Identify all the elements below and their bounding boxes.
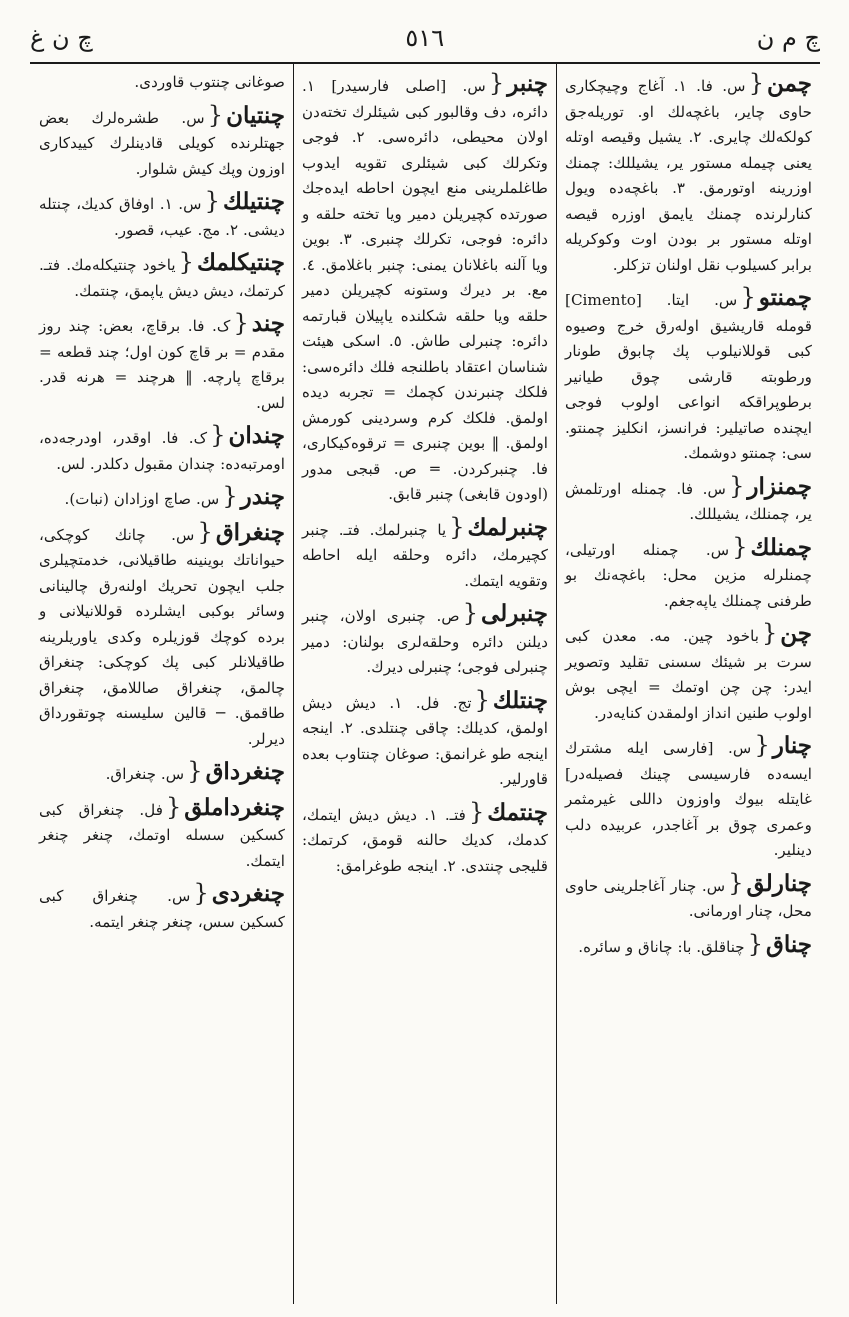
- brace-mark: {: [754, 731, 770, 759]
- entry-headword: چنغراق: [215, 518, 285, 546]
- column-left: [31, 64, 294, 1304]
- dictionary-entry: [302, 514, 548, 595]
- dictionary-entry: [565, 620, 812, 726]
- dictionary-entry: [565, 284, 812, 467]
- brace-mark: {: [761, 619, 778, 647]
- entry-definition: س. ایتا. [Cimento] قومله قاریشیق اوله‌رق خرج وصیوه کبی قوللانیلوب پك چابوق طونار ورطوبته قارشی چوق طیانیر برطوپراقکه انواعی اولوب فوجی ایچنده صاتیلیر: فرانسز، انکلیز چمنتو. سی: چمنتو دوشمك.: [565, 291, 812, 462]
- brace-mark: {: [474, 685, 490, 714]
- entry-headword: چنتیان: [226, 101, 285, 129]
- entry-headword: چنغرداملق: [184, 793, 285, 821]
- page-number: ٥١٦: [405, 24, 445, 52]
- brace-mark: {: [732, 532, 748, 561]
- entry-definition: چناقلق. با: چاناق و سائره.: [578, 937, 745, 956]
- brace-mark: {: [462, 599, 479, 627]
- dictionary-entry: [302, 687, 548, 793]
- brace-mark: {: [166, 792, 182, 821]
- entry-headword: چند: [251, 310, 285, 337]
- dictionary-entry: [565, 870, 812, 925]
- entry-headword: چنتیلك: [222, 188, 285, 215]
- dictionary-entry: [39, 249, 285, 304]
- entry-definition: یاخود چنتیکله‌مك. فتـ. کرتمك، دیش دیش یاپمق، چنتمك.: [39, 256, 285, 300]
- entry-definition: صوغانی چنتوب قاوردی.: [134, 73, 285, 91]
- entry-definition: س. چنغراق.: [105, 765, 185, 783]
- brace-mark: {: [233, 309, 249, 337]
- entry-headword: چندر: [240, 483, 285, 510]
- entry-definition: س. [اصلی فارسیدر] ۱. دائره، دف وقالبور کبی شیئلرك تخته‌دن اولان محیطی، دائره‌سی. ۲. فوجی وتکرلك کبی شیئلری تقویه ایدوب طاغلملرینی منع ایچون احاطه ایده‌جك صورتده کچیریلن دمیر ویا تخته حلقه و دائره: فوجی، تکرلك چنبری. ۳. بوین ویا آلنه باغلانان یمنی: چنبر باغلامق. ٤. مع. بر دیرك وستونه کچیریلن دمیر حلقه ویا حلقه شکلنده یاپیلان قبارتمه دائره: چنبرلی طاش. ٥. اسکی هیئت شناسان اعتقاد باطلنجه فلك دائره‌سی: فلکك چنبرندن کچمك = تجربه دیده اولمق. فلکك کرم وسردینی کورمش اولمق. ‖ بوین چنبری = ترقوه‌کیکاری، فا. چنبرکردن. ═ ص. قبجی مدور (اودون قابغی) چنبر قابق.: [302, 77, 548, 503]
- entry-headword: چنبرلمك: [467, 513, 548, 541]
- brace-mark: {: [210, 421, 226, 449]
- dictionary-entry: [39, 758, 285, 788]
- entry-headword: چمنتو: [758, 284, 812, 311]
- entry-definition: س. طشره‌لرك بعض جهتلرنده کویلی قادینلرك کییدکاری اوزون وپك کیش شلوار.: [39, 108, 285, 178]
- dictionary-entry: [565, 732, 812, 864]
- entry-headword: چنبرلی: [481, 600, 548, 627]
- entry-definition: س. ۱. اوفاق کدیك، چنتله دیشی. ۲. مج. عیب، قصور.: [39, 195, 285, 239]
- header-left-letters: چ ن غ: [30, 24, 93, 52]
- entry-definition: باخود چین. مه. معدن کبی سرت بر شیئك سسنی تقلید وتصویر ایدر: چن چن اوتمك = ایچی بوش اولوب طنین انداز اولمقدن کنایه‌در.: [565, 627, 812, 722]
- brace-mark: {: [729, 471, 745, 500]
- brace-mark: {: [222, 482, 238, 510]
- brace-mark: {: [178, 248, 194, 276]
- brace-mark: {: [740, 283, 756, 311]
- brace-mark: {: [488, 69, 505, 97]
- entry-headword: چمنزار: [747, 472, 812, 500]
- dictionary-entry: [302, 799, 548, 880]
- entry-headword: چنغرداق: [205, 758, 285, 785]
- entry-definition: ص. چنبری اولان، چنبر دیلنن دائره وحلقه‌لری بولنان: دمیر چنبرلی فوجی؛ چنبرلی دیرك.: [302, 607, 548, 676]
- entry-headword: چنغردی: [211, 880, 285, 907]
- dictionary-entry: [39, 102, 285, 183]
- entry-headword: چنبر: [507, 70, 548, 97]
- entry-headword: چندان: [228, 422, 285, 449]
- brace-mark: {: [747, 929, 763, 958]
- dictionary-entry: [39, 70, 285, 96]
- brace-mark: {: [468, 797, 485, 826]
- brace-mark: {: [728, 868, 744, 897]
- dictionary-entry: [565, 473, 812, 528]
- entry-definition: ک. فا. اوقدر، اودرجه‌ده، اومرتبه‌ده: چندان مقبول دکلدر. لس.: [39, 429, 285, 473]
- entry-definition: تج. فل. ۱. دیش دیش اولمق، کدیلك: چاقی چنتلدی. ۲. اینجه اینجه طو غرانمق: صوغان چنتاوب بعده قاورلیر.: [302, 693, 548, 788]
- page-header: [30, 18, 820, 58]
- dictionary-entry: [302, 70, 548, 508]
- entry-definition: ک. فا. برقاچ، بعض: چند روز مقدم = بر قاچ کون اول؛ چند قطعه = برقاچ پارچه. ‖ هرچند = هرنه قدر. لس.: [39, 317, 285, 412]
- dictionary-entry: [39, 794, 285, 875]
- entry-headword: چناق: [765, 930, 812, 958]
- column-middle: [294, 64, 557, 1304]
- brace-mark: {: [197, 517, 213, 546]
- dictionary-entry: [302, 600, 548, 681]
- brace-mark: {: [207, 100, 224, 129]
- dictionary-columns: [30, 64, 820, 1304]
- brace-mark: {: [449, 512, 465, 541]
- entry-definition: فل. چنغراق کبی کسکین سسله اوتمك، چنغر چنغر ایتمك.: [39, 800, 285, 870]
- entry-definition: س. چمنله اورتیلی، چمنلرله مزین محل: باغچه‌نك بو طرفنی چمنلك یاپه‌جغم.: [565, 540, 812, 610]
- entry-headword: چمن: [766, 70, 812, 97]
- entry-headword: چنتمك: [487, 798, 549, 826]
- brace-mark: {: [187, 757, 203, 785]
- brace-mark: {: [193, 879, 209, 907]
- dictionary-entry: [39, 519, 285, 753]
- dictionary-entry: [39, 483, 285, 513]
- brace-mark: {: [748, 69, 764, 97]
- entry-definition: س. [فارسی ایله مشترك ایسه‌ده فارسیسی چینك فصیله‌در] غایتله بیوك واوزون داللی غیرمثمر وعمری چوق بر آغاجدر، عربیده دلب دینلیر.: [565, 739, 812, 859]
- dictionary-entry: [565, 534, 812, 615]
- header-right-letters: چ م ن: [756, 24, 820, 52]
- brace-mark: {: [204, 187, 220, 215]
- entry-headword: چنار: [772, 732, 812, 759]
- entry-headword: چنتلك: [492, 686, 548, 714]
- column-right: [557, 64, 820, 1304]
- entry-headword: چن: [780, 620, 812, 647]
- dictionary-entry: [565, 70, 812, 278]
- dictionary-entry: [39, 880, 285, 935]
- dictionary-entry: [39, 422, 285, 477]
- entry-definition: س. فا. چمنله اورتلمش یر، چمنلك، یشیللك.: [565, 479, 812, 523]
- dictionary-entry: [39, 188, 285, 243]
- entry-definition: یا چنبرلمك. فتـ. چنبر کچیرمك، دائره وحلقه ایله احاطه وتقویه ایتمك.: [302, 520, 548, 590]
- entry-headword: چنارلق: [746, 869, 812, 897]
- entry-definition: س. چانك کوچکی، حیواناتك بوینینه طاقیلانی، خدمتچیلری جلب ایچون تحریك اولنه‌رق چالینانی وسائر بوکبی ایشلرده قوللانیلانی و برده کوچك قوزیلره وکدی یاوریلرینه طاقیلانلر کبی پك کوچکی: چنغراق چالمق، چنغراق صاللامق، چنغراق طاقمق. ─ قالین سلیسنه چوتقورداق دیرلر.: [39, 525, 285, 748]
- entry-definition: س. چنغراق کبی کسکین سس، چنغر چنغر ایتمه.: [39, 887, 285, 931]
- entry-headword: چنتیکلمك: [196, 249, 285, 276]
- entry-definition: س. صاچ اوزادان (نبات).: [64, 490, 220, 508]
- entry-definition: س. چنار آغاجلرینی حاوی محل، چنار اورمانی.: [565, 876, 812, 920]
- entry-definition: س. فا. ۱. آغاج وچیچکاری حاوی چایر، باغچه‌لك او. توریله‌جق کولکه‌لك چایری. ۲. یشیل وقیصه اوتله یعنی چیمله مستور یر، یشیللك: چمنك اوزرینه اوتورمق. ۳. باغچه‌ده ویول کنارلرنده چمنك یایمق اوزره قیصه اوتله مستور بر بودن اوت وکوکریله برابر کسیلوب نقل اولنان تزکلر.: [565, 77, 813, 274]
- entry-definition: فتـ. ۱. دیش دیش ایتمك، کدمك، کدیك حالنه قومق، کرتمك: قلیجی چنتدی. ۲. اینجه طوغرامق:: [302, 805, 548, 875]
- dictionary-entry: [39, 310, 285, 416]
- dictionary-entry: [565, 931, 812, 961]
- entry-headword: چمنلك: [750, 533, 812, 561]
